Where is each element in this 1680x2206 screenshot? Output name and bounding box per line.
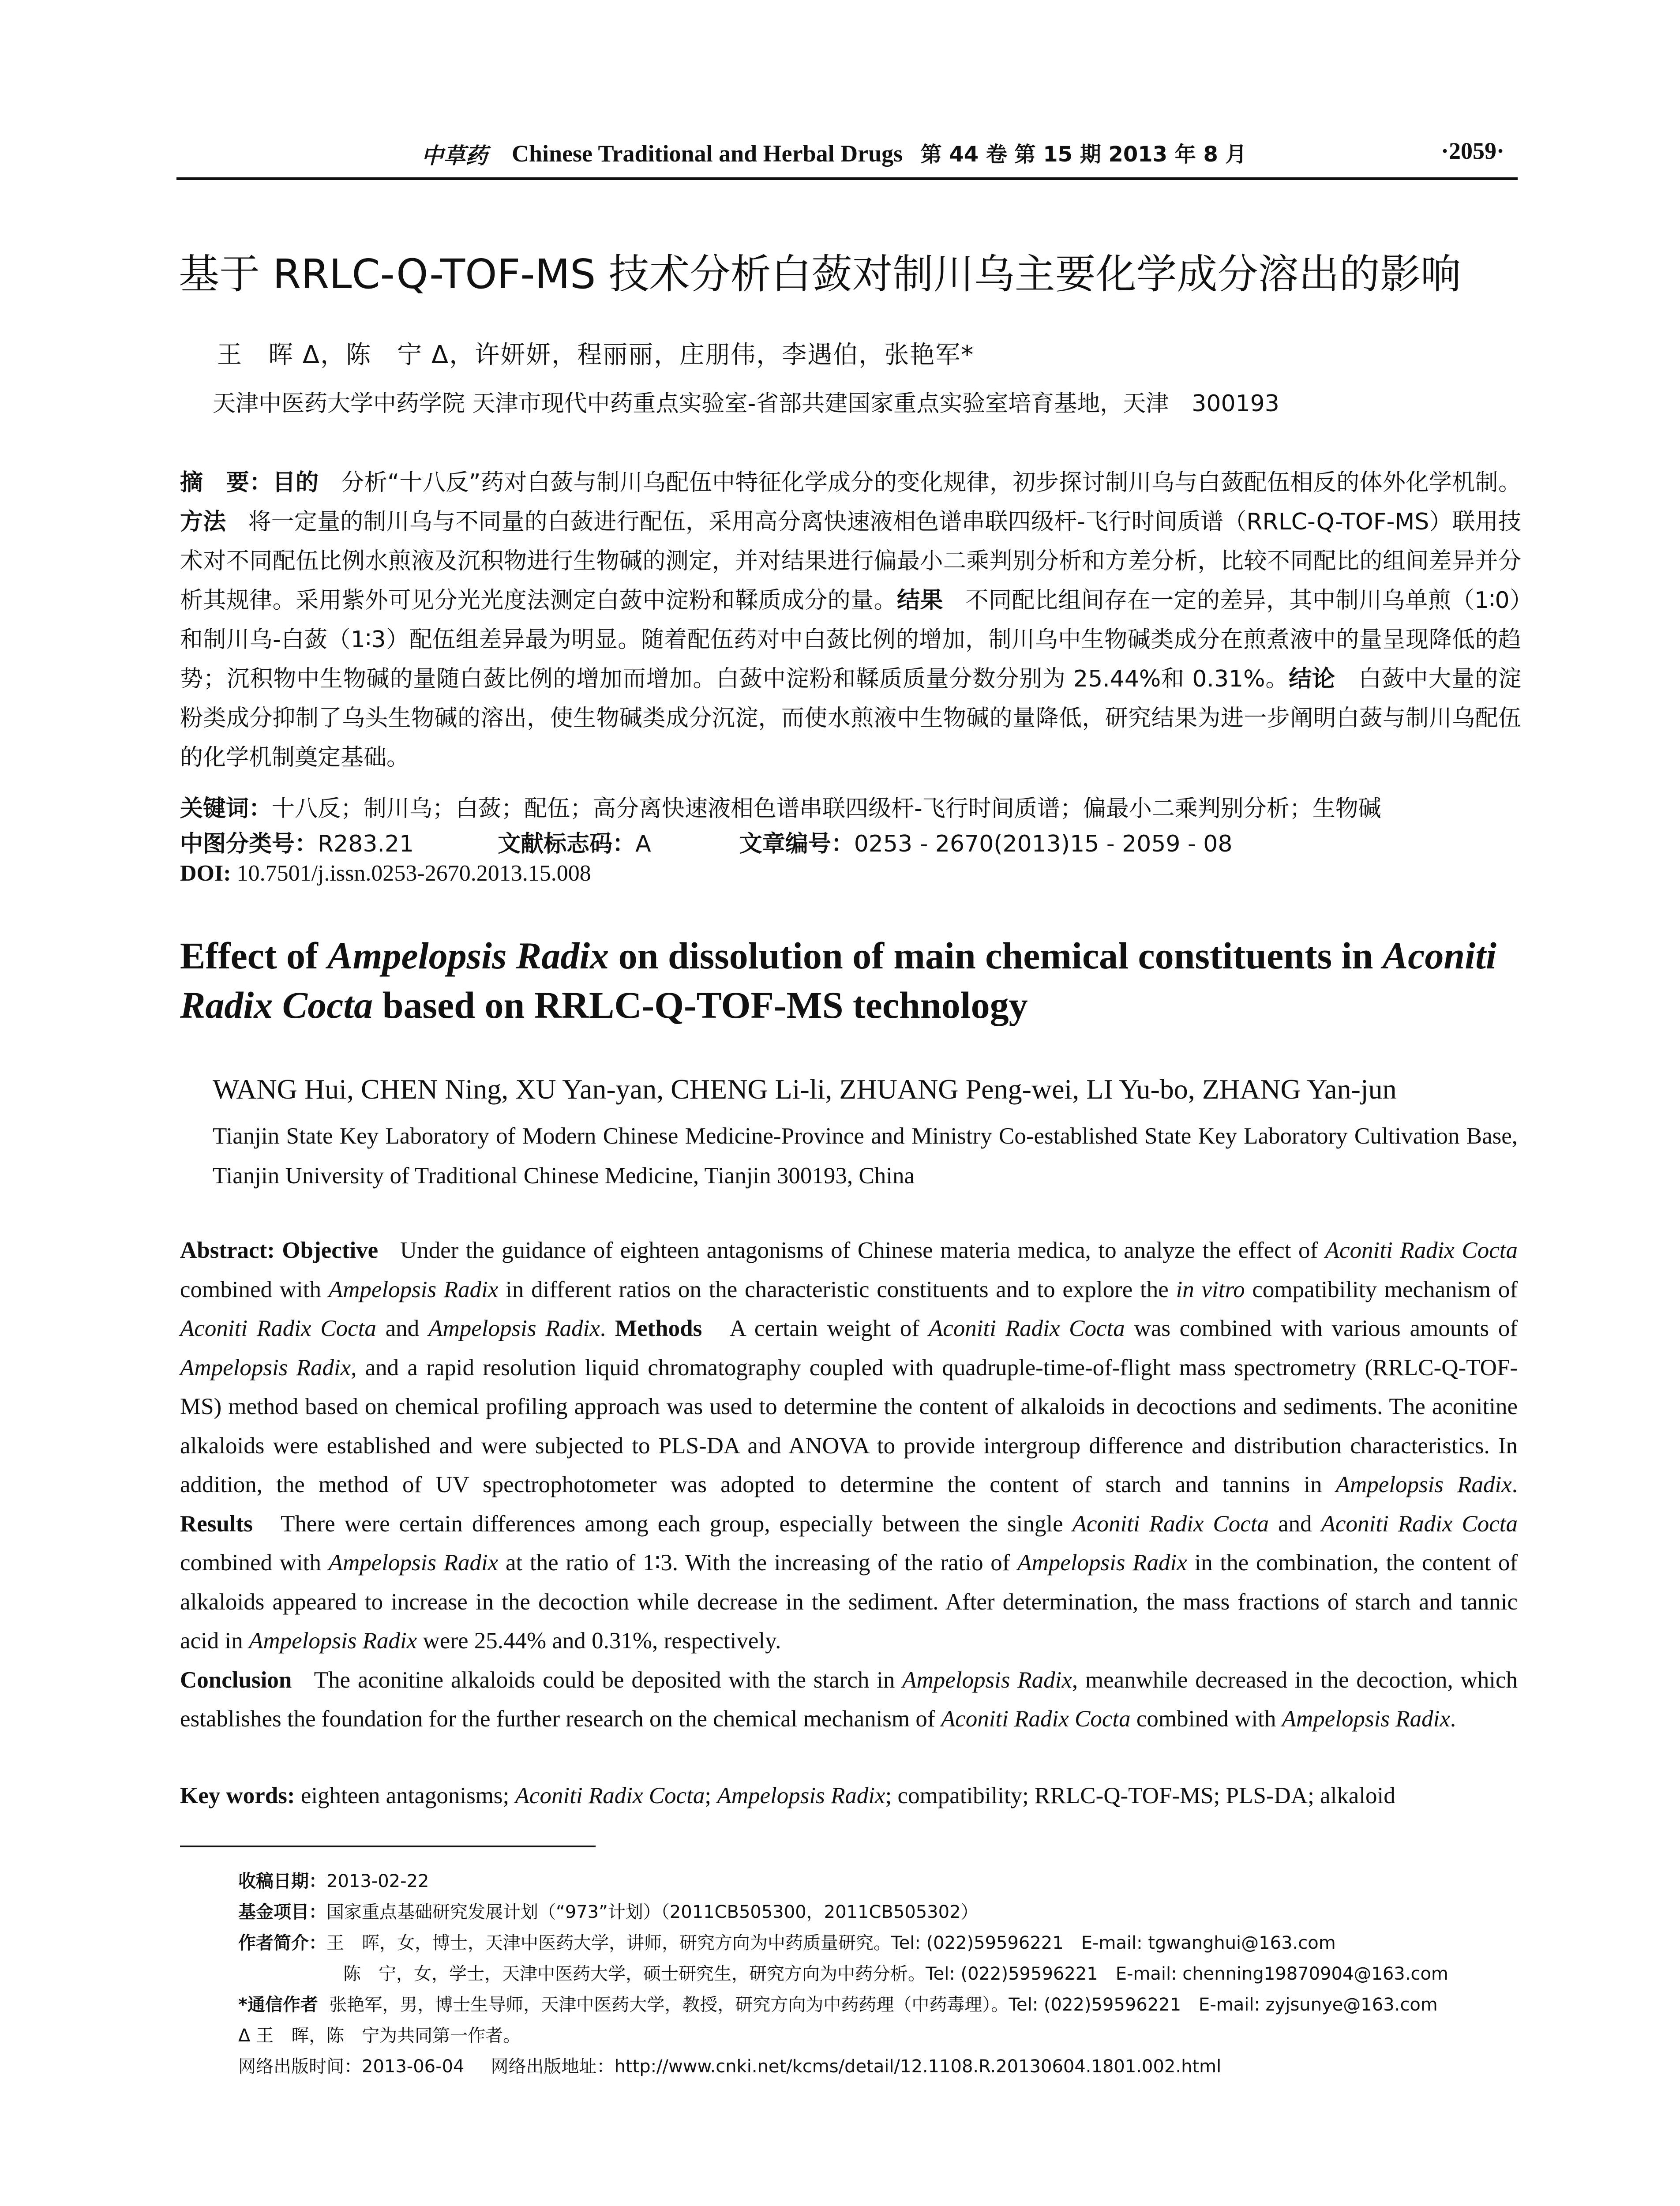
abstract-en-text: and: [376, 1316, 429, 1341]
objective-label-cn: 目的: [272, 469, 319, 496]
abstract-en-species: Aconiti Radix Cocta: [180, 1316, 376, 1341]
footnote-author-bio: [238, 1929, 1336, 1954]
title-en-species: Aconiti Radix Cocta: [180, 934, 1496, 1026]
abstract-en-text: at the ratio of 1∶3. With the increasing of the ratio of: [498, 1550, 1018, 1576]
methods-label-en: Methods: [615, 1316, 702, 1341]
footnote-author-bio-2: 陈 宁，女，学士，天津中医药大学，硕士研究生，研究方向为中药分析。Tel: (022)59596221 E-mail: chenning19870904@163.com: [343, 1964, 1448, 1984]
abstract-en-text: There were certain differences among each group, especially between the single: [281, 1511, 1072, 1537]
abstract-en-text: combined with: [180, 1276, 329, 1302]
abstract-cn: [180, 463, 1521, 777]
abstract-en-species: Aconiti Radix Cocta: [928, 1316, 1125, 1341]
abstract-en-species: Ampelopsis Radix: [1335, 1472, 1512, 1497]
classification-line: [180, 825, 1232, 858]
running-header: [176, 135, 1518, 173]
fund-text: 国家重点基础研究发展计划（“973”计划）（2011CB505300，2011CB505302）: [326, 1902, 979, 1922]
abstract-en-species: Ampelopsis Radix: [328, 1550, 499, 1576]
abstract-cn-label: 摘 要：: [180, 469, 273, 496]
clc-label: 中图分类号：: [180, 831, 318, 857]
affiliation-en: Tianjin State Key Laboratory of Modern Chinese Medicine-Province and Ministry Co-established State Key Laboratory Cultivation Base, Tianjin University of Traditional Chinese Medicine, Tianjin 300193, China: [213, 1123, 1518, 1189]
corr-text: 张艳军，男，博士生导师，天津中医药大学，教授，研究方向为中药药理（中药毒理）。Tel: (022)59596221 E-mail: zyjsunye@163.com: [329, 1995, 1438, 2015]
journal-issue: 第 44 卷 第 15 期 2013 年 8 月: [920, 142, 1247, 167]
abstract-en-species: Aconiti Radix Cocta: [1321, 1511, 1518, 1537]
abstract-en-species: Ampelopsis Radix: [180, 1354, 351, 1381]
conclusion-label-cn: 结论: [1289, 666, 1335, 692]
bio-label: 作者简介：: [238, 1933, 326, 1953]
footnote-online: [238, 2052, 1221, 2078]
article-no: 0253 - 2670(2013)15 - 2059 - 08: [854, 831, 1233, 857]
abstract-en-text: , meanwhile decreased in the decoction, which establishes the foundation for the further research on the chemical mechanism of: [180, 1667, 1518, 1732]
authors-en: WANG Hui, CHEN Ning, XU Yan-yan, CHENG Li-li, ZHUANG Peng-wei, LI Yu-bo, ZHANG Yan-jun: [213, 1073, 1397, 1105]
abstract-en-text: were 25.44% and 0.31%, respectively.: [417, 1628, 781, 1654]
abstract-en-text: combined with: [180, 1550, 329, 1576]
journal-title-en: Chinese Traditional and Herbal Drugs: [512, 140, 903, 167]
keywords-en-text: eighteen antagonisms;: [295, 1783, 515, 1808]
online-date-label: 网络出版时间：: [238, 2056, 362, 2077]
abstract-en-text: Under the guidance of eighteen antagonisms of Chinese materia medica, to analyze the effect of: [400, 1238, 1325, 1263]
abstract-en-text: combined with: [1130, 1706, 1282, 1732]
abstract-en-text: was combined with various amounts of: [1125, 1316, 1518, 1341]
abstract-en-text: and: [1269, 1511, 1321, 1537]
received-date: 2013-02-22: [326, 1871, 429, 1891]
keywords-en-label: Key words:: [180, 1783, 295, 1808]
journal-name-cn: 中草药: [421, 143, 488, 169]
title-en: [180, 931, 1530, 1030]
keywords-cn: [180, 790, 1381, 823]
title-cn: 基于 RRLC-Q-TOF-MS 技术分析白蔹对制川乌主要化学成分溶出的影响: [179, 251, 1461, 298]
conclusion-label-en: Conclusion: [180, 1667, 292, 1693]
title-en-part: on dissolution of main chemical constituents in: [609, 934, 1383, 977]
doi-line: [180, 860, 591, 886]
abstract-en-text: , and a rapid resolution liquid chromatography coupled with quadruple-time-of-flight mass spectrometry (RRLC-Q-TOF-MS) method based on chemical profiling approach was used to determine the content of alkaloids in decoctions and sediments. The aconitine alkaloids were established and were subjected to PLS-DA and ANOVA to provide intergroup difference and distribution characteristics. In addition, the method of UV spectrophotometer was adopted to determine the content of starch and tannins in: [180, 1354, 1518, 1497]
abstract-en-text: A certain weight of: [729, 1316, 929, 1341]
abstract-en-species: Ampelopsis Radix: [249, 1628, 417, 1654]
keywords-en-species: Aconiti Radix Cocta: [515, 1783, 705, 1808]
doc-code: A: [635, 831, 651, 857]
results-text-cn: 不同配比组间存在一定的差异，其中制川乌单煎（1∶0）和制川乌-白蔹（1∶3）配伍组差异最为明显。随着配伍药对中白蔹比例的增加，制川乌中生物碱类成分在煎煮液中的量呈现降低的趋势；沉积物中生物碱的量随白蔹比例的增加而增加。白蔹中淀粉和鞣质质量分数分别为 25.44%和 0.31%。: [180, 587, 1521, 692]
keywords-cn-label: 关键词：: [180, 795, 272, 822]
objective-text-cn: 分析“十八反”药对白蔹与制川乌配伍中特征化学成分的变化规律，初步探讨制川乌与白蔹配伍相反的体外化学机制。: [341, 469, 1521, 496]
doi-label: DOI:: [180, 861, 231, 886]
keywords-en-species: Ampelopsis Radix: [717, 1783, 885, 1808]
footnote-fund: [238, 1898, 979, 1923]
abstract-en-species: Aconiti Radix Cocta: [1325, 1238, 1518, 1263]
received-label: 收稿日期：: [238, 1871, 326, 1891]
footnote-cofirst: Δ 王 晖，陈 宁为共同第一作者。: [238, 2026, 521, 2046]
authors-cn: 王 晖 Δ，陈 宁 Δ，许妍妍，程丽丽，庄朋伟，李遇伯，张艳军*: [217, 341, 975, 369]
keywords-en: [180, 1782, 1395, 1809]
fund-label: 基金项目：: [238, 1902, 326, 1922]
abstract-en-text: The aconitine alkaloids could be deposited with the starch in: [314, 1667, 903, 1693]
corr-label: *通信作者: [238, 1995, 318, 2015]
abstract-en-species: Aconiti Radix Cocta: [941, 1706, 1131, 1732]
journal-name-en: [512, 137, 1247, 168]
title-en-part: Effect of: [180, 934, 328, 977]
keywords-en-text: ;: [705, 1783, 717, 1808]
results-label-en: Results: [180, 1511, 253, 1537]
footnote-corresponding: [238, 1991, 1438, 2016]
abstract-en-italic: in vitro: [1176, 1276, 1245, 1302]
methods-label-cn: 方法: [180, 509, 226, 535]
clc-code: R283.21: [318, 831, 414, 857]
abstract-en-species: Ampelopsis Radix: [428, 1316, 600, 1341]
affiliation-cn: 天津中医药大学中药学院 天津市现代中药重点实验室-省部共建国家重点实验室培育基地，天津 300193: [213, 390, 1279, 417]
abstract-en-species: Ampelopsis Radix: [902, 1667, 1072, 1693]
bio-text: 王 晖，女，博士，天津中医药大学，讲师，研究方向为中药质量研究。Tel: (022)59596221 E-mail: tgwanghui@163.com: [326, 1933, 1336, 1953]
doc-code-label: 文献标志码：: [498, 831, 636, 857]
abstract-en-species: Ampelopsis Radix: [328, 1276, 499, 1302]
online-date: 2013-06-04: [362, 2056, 465, 2077]
abstract-en-species: Ampelopsis Radix: [1282, 1706, 1450, 1732]
abstract-en-text: .: [1450, 1706, 1456, 1732]
abstract-en-label: Abstract: Objective: [180, 1238, 379, 1263]
online-url-label: 网络出版地址：: [491, 2056, 615, 2077]
keywords-en-text: ; compatibility; RRLC-Q-TOF-MS; PLS-DA; alkaloid: [885, 1783, 1395, 1808]
article-no-label: 文章编号：: [739, 831, 854, 857]
results-label-cn: 结果: [896, 587, 943, 614]
online-url-link[interactable]: http://www.cnki.net/kcms/detail/12.1108.R.20130604.1801.002.html: [614, 2056, 1222, 2077]
title-en-part: based on RRLC-Q-TOF-MS technology: [373, 984, 1028, 1026]
abstract-en-text: .: [1511, 1472, 1518, 1497]
doi-link[interactable]: 10.7501/j.issn.0253-2670.2013.15.008: [236, 861, 591, 886]
abstract-en-species: Ampelopsis Radix: [1017, 1550, 1187, 1576]
conclusion-text-cn: 白蔹中大量的淀粉类成分抑制了乌头生物碱的溶出，使生物碱类成分沉淀，而使水煎液中生物碱的量降低，研究结果为进一步阐明白蔹与制川乌配伍的化学机制奠定基础。: [180, 666, 1521, 771]
header-rule: [176, 177, 1518, 180]
abstract-en: [180, 1231, 1518, 1739]
abstract-en-text: compatibility mechanism of: [1245, 1276, 1518, 1302]
page-number: ·2059·: [1440, 138, 1504, 164]
abstract-en-text: in different ratios on the characteristic constituents and to explore the: [498, 1276, 1176, 1302]
footnote-rule: [180, 1846, 596, 1847]
methods-text-cn: 将一定量的制川乌与不同量的白蔹进行配伍，采用高分离快速液相色谱串联四级杆-飞行时间质谱（RRLC-Q-TOF-MS）联用技术对不同配伍比例水煎液及沉积物进行生物碱的测定，并对结果进行偏最小二乘判别分析和方差分析，比较不同配比的组间差异并分析其规律。采用紫外可见分光光度法测定白蔹中淀粉和鞣质成分的量。: [180, 509, 1521, 614]
abstract-en-text: in the combination, the content of alkaloids appeared to increase in the decoction while decrease in the sediment. After determination, the mass fractions of starch and tannic acid in: [180, 1550, 1518, 1654]
footnote-received: [238, 1867, 429, 1892]
keywords-cn-text: 十八反；制川乌；白蔹；配伍；高分离快速液相色谱串联四级杆-飞行时间质谱；偏最小二乘判别分析；生物碱: [272, 795, 1381, 822]
abstract-en-species: Aconiti Radix Cocta: [1072, 1511, 1269, 1537]
title-en-species: Ampelopsis Radix: [327, 934, 609, 977]
abstract-en-text: .: [600, 1316, 606, 1341]
